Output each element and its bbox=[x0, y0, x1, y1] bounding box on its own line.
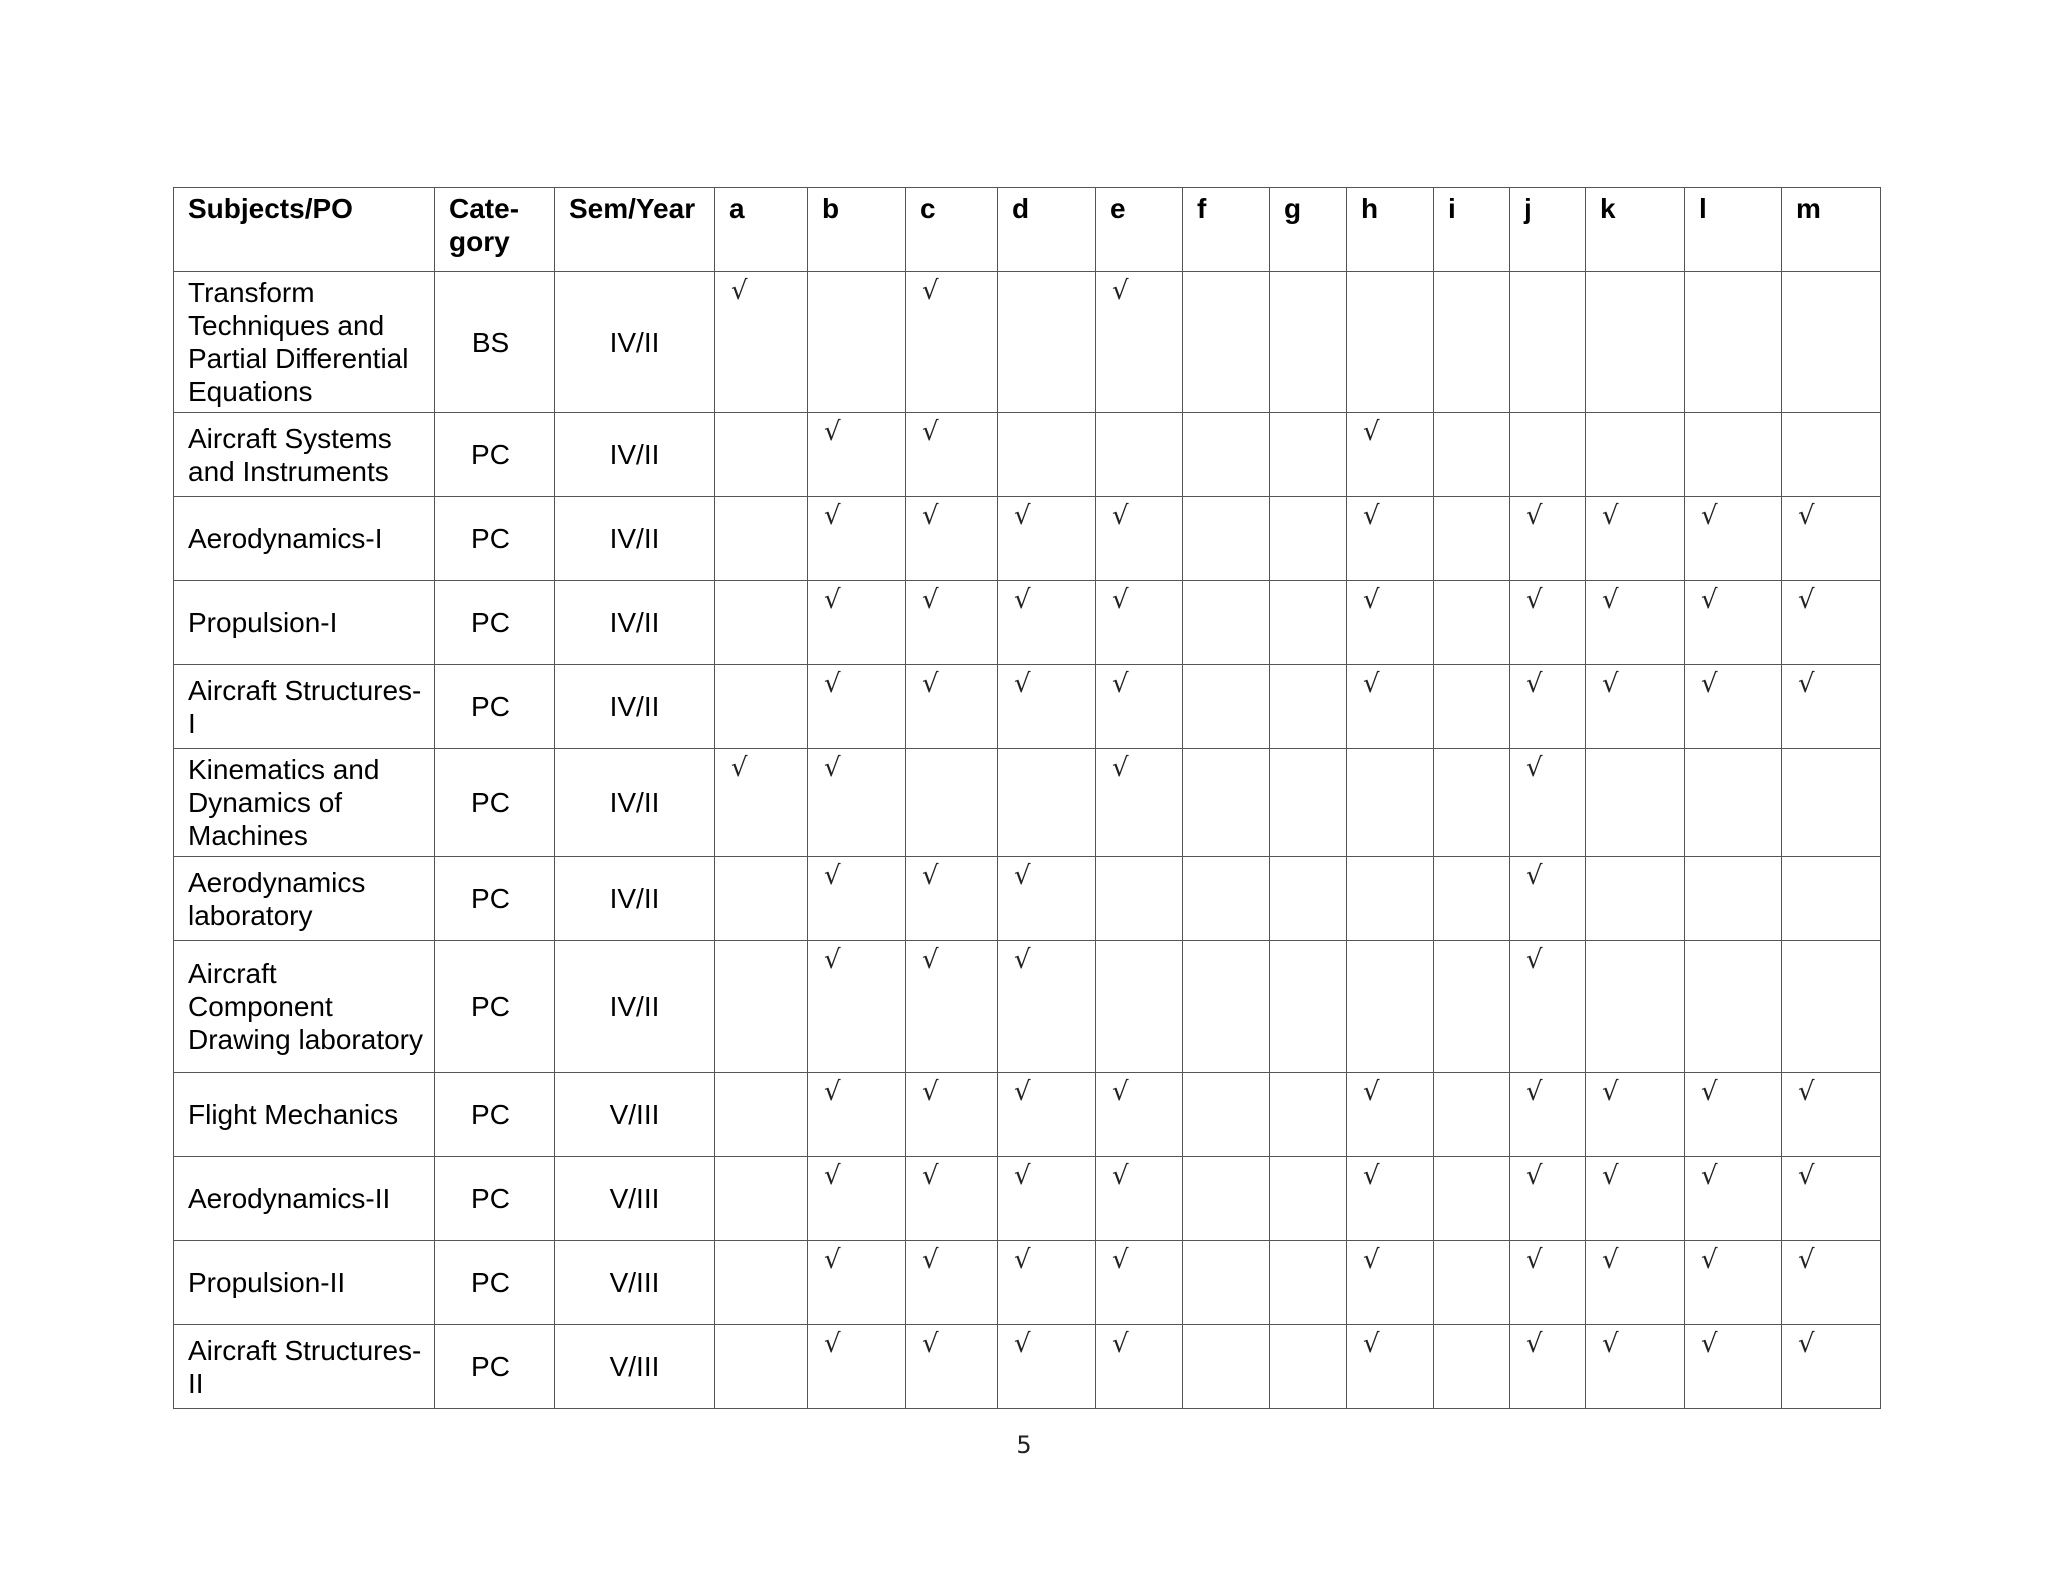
sem-year-cell: V/III bbox=[555, 1241, 715, 1325]
check-mark: √ bbox=[808, 857, 906, 941]
check-mark: √ bbox=[998, 497, 1096, 581]
check-mark: √ bbox=[1586, 665, 1685, 749]
header-row bbox=[174, 188, 1881, 272]
sem-year-cell: IV/II bbox=[555, 749, 715, 857]
check-mark: √ bbox=[1347, 497, 1434, 581]
header-subjects: Subjects/PO bbox=[174, 188, 435, 272]
po-cell-empty bbox=[1183, 581, 1270, 665]
check-mark: √ bbox=[808, 941, 906, 1073]
check-mark: √ bbox=[1510, 1241, 1586, 1325]
check-mark: √ bbox=[998, 1325, 1096, 1409]
header-po-e: e bbox=[1096, 188, 1183, 272]
po-cell-empty bbox=[1270, 1325, 1347, 1409]
sem-year-cell: IV/II bbox=[555, 941, 715, 1073]
category-text: PC bbox=[471, 523, 510, 554]
check-mark: √ bbox=[1685, 1157, 1782, 1241]
po-cell-empty bbox=[1434, 941, 1510, 1073]
category-text: PC bbox=[471, 1267, 510, 1298]
sem-year-cell: IV/II bbox=[555, 272, 715, 413]
po-cell-empty bbox=[1586, 749, 1685, 857]
po-mapping-table bbox=[173, 187, 1881, 1409]
po-cell-empty bbox=[715, 1073, 808, 1157]
table-row bbox=[174, 857, 1881, 941]
check-mark: √ bbox=[1096, 497, 1183, 581]
po-cell-empty bbox=[1685, 749, 1782, 857]
check-mark: √ bbox=[808, 1073, 906, 1157]
po-cell-empty bbox=[1183, 413, 1270, 497]
check-mark: √ bbox=[1347, 1073, 1434, 1157]
table-row bbox=[174, 665, 1881, 749]
subject-cell: Flight Mechanics bbox=[174, 1073, 435, 1157]
check-mark: √ bbox=[1510, 581, 1586, 665]
po-cell-empty bbox=[715, 1241, 808, 1325]
table-row bbox=[174, 749, 1881, 857]
po-cell-empty bbox=[1685, 272, 1782, 413]
po-cell-empty bbox=[1183, 1241, 1270, 1325]
po-cell-empty bbox=[715, 1157, 808, 1241]
po-cell-empty bbox=[715, 1325, 808, 1409]
po-cell-empty bbox=[1270, 1157, 1347, 1241]
check-mark: √ bbox=[998, 941, 1096, 1073]
category-text: PC bbox=[471, 691, 510, 722]
po-cell-empty bbox=[1183, 1325, 1270, 1409]
check-mark: √ bbox=[1586, 497, 1685, 581]
check-mark: √ bbox=[808, 1325, 906, 1409]
po-cell-empty bbox=[1685, 857, 1782, 941]
header-po-f: f bbox=[1183, 188, 1270, 272]
po-cell-empty bbox=[1270, 272, 1347, 413]
sem-year-cell: IV/II bbox=[555, 581, 715, 665]
category-cell bbox=[435, 857, 555, 941]
subject-cell: Aircraft Structures-II bbox=[174, 1325, 435, 1409]
po-cell-empty bbox=[1510, 272, 1586, 413]
category-text: PC bbox=[471, 607, 510, 638]
table-row bbox=[174, 1325, 1881, 1409]
subject-cell: Propulsion-I bbox=[174, 581, 435, 665]
po-cell-empty bbox=[1434, 749, 1510, 857]
po-cell-empty bbox=[1096, 941, 1183, 1073]
check-mark: √ bbox=[1510, 1325, 1586, 1409]
po-cell-empty bbox=[1096, 857, 1183, 941]
check-mark: √ bbox=[808, 413, 906, 497]
header-po-l: l bbox=[1685, 188, 1782, 272]
header-category-line2: gory bbox=[449, 226, 510, 257]
check-mark: √ bbox=[1782, 497, 1881, 581]
table-row bbox=[174, 581, 1881, 665]
subject-cell: Aerodynamics laboratory bbox=[174, 857, 435, 941]
sem-year-cell: V/III bbox=[555, 1325, 715, 1409]
subject-cell: Aerodynamics-II bbox=[174, 1157, 435, 1241]
category-text: BS bbox=[471, 326, 510, 358]
category-cell bbox=[435, 497, 555, 581]
subject-cell: Aerodynamics-I bbox=[174, 497, 435, 581]
po-cell-empty bbox=[1685, 941, 1782, 1073]
po-cell-empty bbox=[1183, 941, 1270, 1073]
po-cell-empty bbox=[998, 749, 1096, 857]
category-cell bbox=[435, 749, 555, 857]
category-text: PC bbox=[471, 991, 510, 1022]
po-cell-empty bbox=[1434, 665, 1510, 749]
sem-year-cell: IV/II bbox=[555, 497, 715, 581]
check-mark: √ bbox=[998, 1073, 1096, 1157]
category-cell bbox=[435, 941, 555, 1073]
po-cell-empty bbox=[1183, 1157, 1270, 1241]
po-cell-empty bbox=[1434, 857, 1510, 941]
subject-cell: Transform Techniques and Partial Differential Equations bbox=[174, 272, 435, 413]
check-mark: √ bbox=[808, 497, 906, 581]
po-cell-empty bbox=[1270, 1241, 1347, 1325]
check-mark: √ bbox=[808, 1157, 906, 1241]
check-mark: √ bbox=[1096, 749, 1183, 857]
check-mark: √ bbox=[906, 857, 998, 941]
sem-year-cell: V/III bbox=[555, 1073, 715, 1157]
header-po-c: c bbox=[906, 188, 998, 272]
po-cell-empty bbox=[715, 497, 808, 581]
check-mark: √ bbox=[1096, 1241, 1183, 1325]
check-mark: √ bbox=[1782, 581, 1881, 665]
check-mark: √ bbox=[1586, 581, 1685, 665]
check-mark: √ bbox=[1510, 1073, 1586, 1157]
po-cell-empty bbox=[715, 581, 808, 665]
po-cell-empty bbox=[1270, 665, 1347, 749]
check-mark: √ bbox=[998, 857, 1096, 941]
check-mark: √ bbox=[1347, 1325, 1434, 1409]
category-cell bbox=[435, 1157, 555, 1241]
check-mark: √ bbox=[808, 749, 906, 857]
category-cell bbox=[435, 413, 555, 497]
po-cell-empty bbox=[1270, 941, 1347, 1073]
check-mark: √ bbox=[1586, 1241, 1685, 1325]
check-mark: √ bbox=[906, 1073, 998, 1157]
header-po-d: d bbox=[998, 188, 1096, 272]
category-cell bbox=[435, 665, 555, 749]
check-mark: √ bbox=[1685, 497, 1782, 581]
check-mark: √ bbox=[808, 581, 906, 665]
category-text: PC bbox=[471, 1099, 510, 1130]
check-mark: √ bbox=[1347, 1241, 1434, 1325]
sem-year-cell: IV/II bbox=[555, 857, 715, 941]
header-po-k: k bbox=[1586, 188, 1685, 272]
po-cell-empty bbox=[1586, 941, 1685, 1073]
check-mark: √ bbox=[1782, 1241, 1881, 1325]
check-mark: √ bbox=[1685, 665, 1782, 749]
po-cell-empty bbox=[715, 665, 808, 749]
check-mark: √ bbox=[906, 1157, 998, 1241]
check-mark: √ bbox=[808, 665, 906, 749]
check-mark: √ bbox=[1510, 749, 1586, 857]
check-mark: √ bbox=[1510, 857, 1586, 941]
po-cell-empty bbox=[1434, 1073, 1510, 1157]
table-row bbox=[174, 497, 1881, 581]
header-po-b: b bbox=[808, 188, 906, 272]
category-text: PC bbox=[471, 1351, 510, 1382]
po-cell-empty bbox=[1586, 857, 1685, 941]
check-mark: √ bbox=[1347, 1157, 1434, 1241]
po-cell-empty bbox=[998, 272, 1096, 413]
po-cell-empty bbox=[1347, 749, 1434, 857]
po-cell-empty bbox=[1183, 665, 1270, 749]
header-po-a: a bbox=[715, 188, 808, 272]
check-mark: √ bbox=[1586, 1157, 1685, 1241]
po-cell-empty bbox=[1183, 749, 1270, 857]
header-po-i: i bbox=[1434, 188, 1510, 272]
check-mark: √ bbox=[1782, 1157, 1881, 1241]
po-cell-empty bbox=[1685, 413, 1782, 497]
sem-year-cell: V/III bbox=[555, 1157, 715, 1241]
subject-cell: Aircraft Component Drawing laboratory bbox=[174, 941, 435, 1073]
check-mark: √ bbox=[906, 665, 998, 749]
category-text: PC bbox=[471, 1183, 510, 1214]
po-cell-empty bbox=[1434, 272, 1510, 413]
check-mark: √ bbox=[1347, 413, 1434, 497]
check-mark: √ bbox=[1685, 1325, 1782, 1409]
po-cell-empty bbox=[1183, 857, 1270, 941]
category-cell bbox=[435, 1325, 555, 1409]
po-cell-empty bbox=[1347, 272, 1434, 413]
check-mark: √ bbox=[906, 941, 998, 1073]
category-cell bbox=[435, 272, 555, 413]
po-cell-empty bbox=[998, 413, 1096, 497]
check-mark: √ bbox=[1685, 1073, 1782, 1157]
table-row bbox=[174, 272, 1881, 413]
category-cell bbox=[435, 1241, 555, 1325]
po-cell-empty bbox=[1586, 272, 1685, 413]
po-cell-empty bbox=[1434, 581, 1510, 665]
po-cell-empty bbox=[1270, 497, 1347, 581]
po-cell-empty bbox=[715, 857, 808, 941]
header-category bbox=[435, 188, 555, 272]
sem-year-cell: IV/II bbox=[555, 665, 715, 749]
po-cell-empty bbox=[808, 272, 906, 413]
po-cell-empty bbox=[1347, 941, 1434, 1073]
check-mark: √ bbox=[1096, 665, 1183, 749]
po-cell-empty bbox=[1183, 1073, 1270, 1157]
po-cell-empty bbox=[1270, 857, 1347, 941]
header-sem-year: Sem/Year bbox=[555, 188, 715, 272]
check-mark: √ bbox=[808, 1241, 906, 1325]
check-mark: √ bbox=[998, 665, 1096, 749]
check-mark: √ bbox=[906, 497, 998, 581]
po-cell-empty bbox=[1183, 497, 1270, 581]
category-text: PC bbox=[471, 787, 510, 818]
table-body bbox=[174, 272, 1881, 1409]
po-cell-empty bbox=[1270, 413, 1347, 497]
po-cell-empty bbox=[1183, 272, 1270, 413]
subject-cell: Kinematics and Dynamics of Machines bbox=[174, 749, 435, 857]
check-mark: √ bbox=[1347, 665, 1434, 749]
po-cell-empty bbox=[1782, 272, 1881, 413]
check-mark: √ bbox=[906, 581, 998, 665]
po-cell-empty bbox=[1270, 581, 1347, 665]
check-mark: √ bbox=[1510, 497, 1586, 581]
sem-year-cell: IV/II bbox=[555, 413, 715, 497]
po-cell-empty bbox=[1096, 413, 1183, 497]
check-mark: √ bbox=[1096, 272, 1183, 413]
header-po-h: h bbox=[1347, 188, 1434, 272]
po-cell-empty bbox=[1270, 749, 1347, 857]
check-mark: √ bbox=[1685, 581, 1782, 665]
category-cell bbox=[435, 1073, 555, 1157]
check-mark: √ bbox=[1347, 581, 1434, 665]
check-mark: √ bbox=[1782, 665, 1881, 749]
check-mark: √ bbox=[998, 1241, 1096, 1325]
subject-cell: Aircraft Structures-I bbox=[174, 665, 435, 749]
table-row bbox=[174, 941, 1881, 1073]
po-cell-empty bbox=[715, 413, 808, 497]
po-cell-empty bbox=[1434, 1157, 1510, 1241]
po-cell-empty bbox=[1782, 857, 1881, 941]
po-cell-empty bbox=[1434, 1325, 1510, 1409]
check-mark: √ bbox=[906, 1241, 998, 1325]
table-row bbox=[174, 413, 1881, 497]
check-mark: √ bbox=[1096, 581, 1183, 665]
check-mark: √ bbox=[1096, 1157, 1183, 1241]
po-cell-empty bbox=[1782, 413, 1881, 497]
po-cell-empty bbox=[1782, 749, 1881, 857]
check-mark: √ bbox=[1782, 1325, 1881, 1409]
check-mark: √ bbox=[1510, 941, 1586, 1073]
page-number: 5 bbox=[1016, 1431, 1032, 1459]
header-po-g: g bbox=[1270, 188, 1347, 272]
check-mark: √ bbox=[715, 749, 808, 857]
check-mark: √ bbox=[1782, 1073, 1881, 1157]
subject-cell: Propulsion-II bbox=[174, 1241, 435, 1325]
subject-cell: Aircraft Systems and Instruments bbox=[174, 413, 435, 497]
check-mark: √ bbox=[1586, 1073, 1685, 1157]
po-cell-empty bbox=[1434, 413, 1510, 497]
po-cell-empty bbox=[1510, 413, 1586, 497]
header-po-j: j bbox=[1510, 188, 1586, 272]
po-cell-empty bbox=[1347, 857, 1434, 941]
check-mark: √ bbox=[998, 1157, 1096, 1241]
table-row bbox=[174, 1157, 1881, 1241]
header-category-line1: Cate- bbox=[449, 193, 520, 224]
po-cell-empty bbox=[715, 941, 808, 1073]
check-mark: √ bbox=[906, 413, 998, 497]
category-text: PC bbox=[471, 883, 510, 914]
table-row bbox=[174, 1073, 1881, 1157]
check-mark: √ bbox=[906, 1325, 998, 1409]
po-cell-empty bbox=[1434, 497, 1510, 581]
check-mark: √ bbox=[1096, 1325, 1183, 1409]
check-mark: √ bbox=[906, 272, 998, 413]
po-cell-empty bbox=[906, 749, 998, 857]
check-mark: √ bbox=[1586, 1325, 1685, 1409]
po-cell-empty bbox=[1782, 941, 1881, 1073]
category-text: PC bbox=[471, 439, 510, 470]
check-mark: √ bbox=[1510, 1157, 1586, 1241]
category-cell bbox=[435, 581, 555, 665]
check-mark: √ bbox=[1096, 1073, 1183, 1157]
po-cell-empty bbox=[1270, 1073, 1347, 1157]
check-mark: √ bbox=[998, 581, 1096, 665]
check-mark: √ bbox=[715, 272, 808, 413]
po-cell-empty bbox=[1586, 413, 1685, 497]
check-mark: √ bbox=[1685, 1241, 1782, 1325]
po-cell-empty bbox=[1434, 1241, 1510, 1325]
header-po-m: m bbox=[1782, 188, 1881, 272]
table-row bbox=[174, 1241, 1881, 1325]
check-mark: √ bbox=[1510, 665, 1586, 749]
